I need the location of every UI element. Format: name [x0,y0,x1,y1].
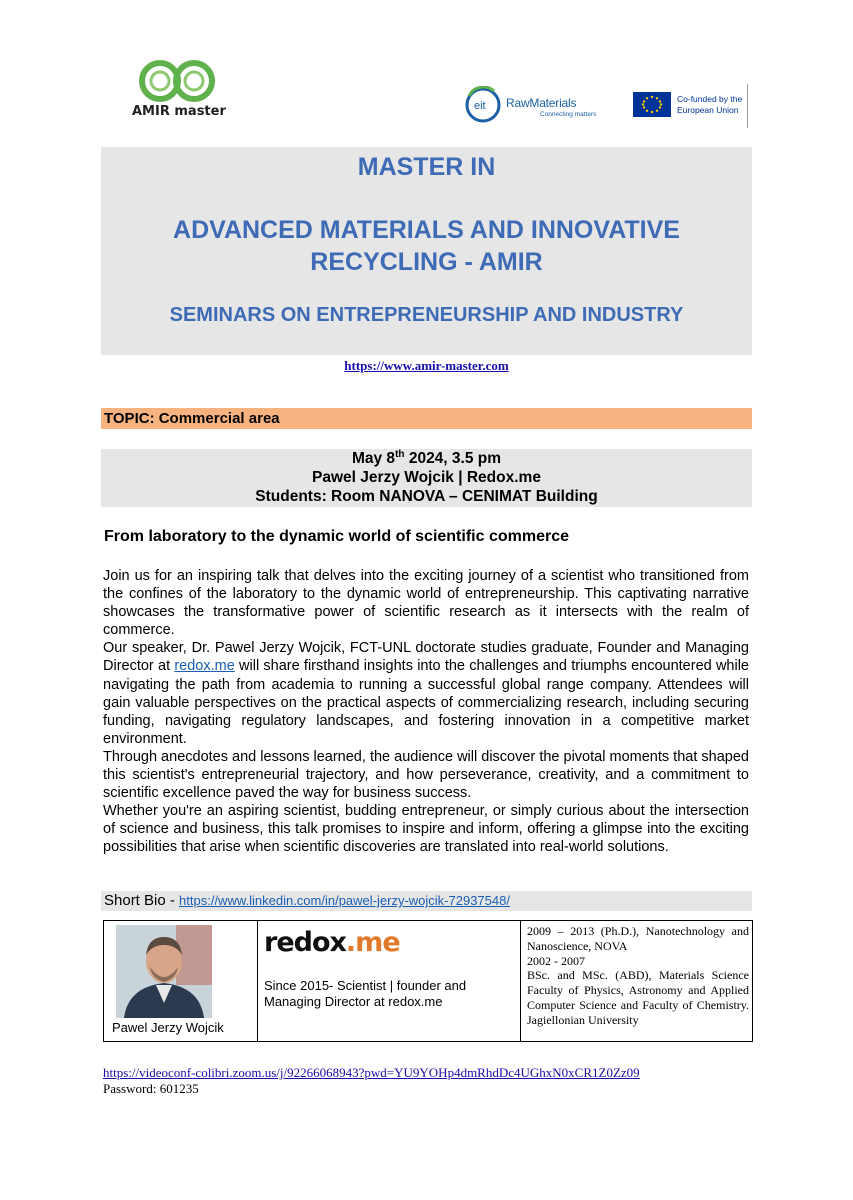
title-program-name: ADVANCED MATERIALS AND INNOVATIVE RECYCLING - AMIR [173,216,680,276]
eit-circle-icon [464,86,504,124]
redox-link[interactable]: redox.me [174,658,235,675]
description-paragraph-2 [103,639,749,748]
education-item: 2002 - 2007 [527,953,585,968]
eit-tagline: Connecting matters [540,111,597,118]
amir-logo-text: AMIR master [132,104,226,119]
event-date [101,449,752,468]
speaker-photo [116,925,212,1018]
bio-label-text: Short Bio - [104,892,180,909]
title-seminars: SEMINARS ON ENTREPRENEURSHIP AND INDUSTRY [169,304,684,326]
bio-table [103,920,753,1042]
description-paragraph-1: Join us for an inspiring talk that delves into the exciting journey of a scientist who transitioned from the confines of the laboratory to the dynamic world of entrepreneurship. This captivating narrative showcases the transformative power of scientific research as it intersects with the realm of commerce. [103,568,749,639]
meeting-password: Password: 601235 [103,1081,199,1096]
bio-company-cell [258,921,521,1041]
eit-name: RawMaterials [506,96,577,110]
topic-text: TOPIC: Commercial area [104,410,280,427]
speaker-name-caption: Pawel Jerzy Wojcik [112,1020,224,1035]
education-item: 2009 – 2013 (Ph.D.), Nanotechnology and Nanoscience, NOVA [527,924,749,953]
description-paragraph-3: Through anecdotes and lessons learned, the audience will discover the pivotal moments that shaped this scientist's entrepreneurial trajectory, and how perseverance, creativity, and a commitment to scientific excellence paved the way for business success. [103,748,749,802]
event-date-sup: th [395,449,405,460]
eit-prefix-text: eit [474,100,486,112]
topic-bar [101,408,752,429]
website-link[interactable]: https://www.amir-master.com [344,358,509,373]
event-info-box [101,449,752,507]
eu-cofunded-logo [633,90,751,130]
short-bio-label [104,892,510,909]
description-p2-after: will share firsthand insights into the challenges and triumphs encountered while navigating the path from academia to running a successful global range company. Attendees will gain valuable perspectives on the practical aspects of commercializing research, including securing funding, navigating regulatory landscapes, and fostering innovation in a competitive market environment. [103,658,749,747]
event-date-prefix: May 8 [351,450,396,468]
infinity-rings-icon [136,58,226,104]
short-bio-bar [101,891,752,911]
redox-logo-part2: .me [345,927,400,958]
redox-logo [264,927,400,958]
eu-text-line2: European Union [677,105,739,115]
description-p2-before: Our speaker, Dr. Pawel Jerzy Wojcik, FCT-UNL doctorate studies graduate, Founder and Managing Director at [103,640,749,675]
eu-flag-icon [633,92,671,117]
event-speaker: Pawel Jerzy Wojcik | Redox.me [312,469,541,486]
event-date-suffix: 2024, 3.5 pm [404,450,502,468]
title-master-in: MASTER IN [357,153,496,181]
eu-text-line1: Co-funded by the [677,94,743,104]
speaker-role: Since 2015- Scientist | founder and Managing Director at redox.me [264,978,467,1009]
zoom-meeting-link[interactable]: https://videoconf-colibri.zoom.us/j/92266068943?pwd=YU9YOHp4dmRhdDc4UGhxN0xCR1Z0Zz09 [103,1065,640,1080]
bio-photo-cell [104,921,258,1041]
event-room: Students: Room NANOVA – CENIMAT Building [255,488,598,505]
education-list [527,924,749,1028]
eit-rawmaterials-logo [464,86,609,124]
linkedin-link[interactable]: https://www.linkedin.com/in/pawel-jerzy-wojcik-72937548/ [179,893,510,908]
education-item: BSc. and MSc. (ABD), Materials Science Faculty of Physics, Astronomy and Applied Computer Science and Faculty of Chemistry. Jagiellonian University [527,968,749,1027]
amir-master-logo [132,58,242,128]
talk-heading: From laboratory to the dynamic world of scientific commerce [104,528,569,545]
bio-education-cell [521,921,752,1041]
description-paragraph-4: Whether you're an aspiring scientist, budding entrepreneur, or simply curious about the intersection of science and business, this talk promises to inspire and inform, offering a glimpse into the exciting possibilities that arise when scientific discoveries are translated into real-world solutions. [103,803,749,856]
redox-logo-part1: redox [264,927,346,958]
title-box [101,147,752,355]
logo-divider [747,84,748,128]
talk-description [103,567,749,857]
eu-text [677,94,742,116]
